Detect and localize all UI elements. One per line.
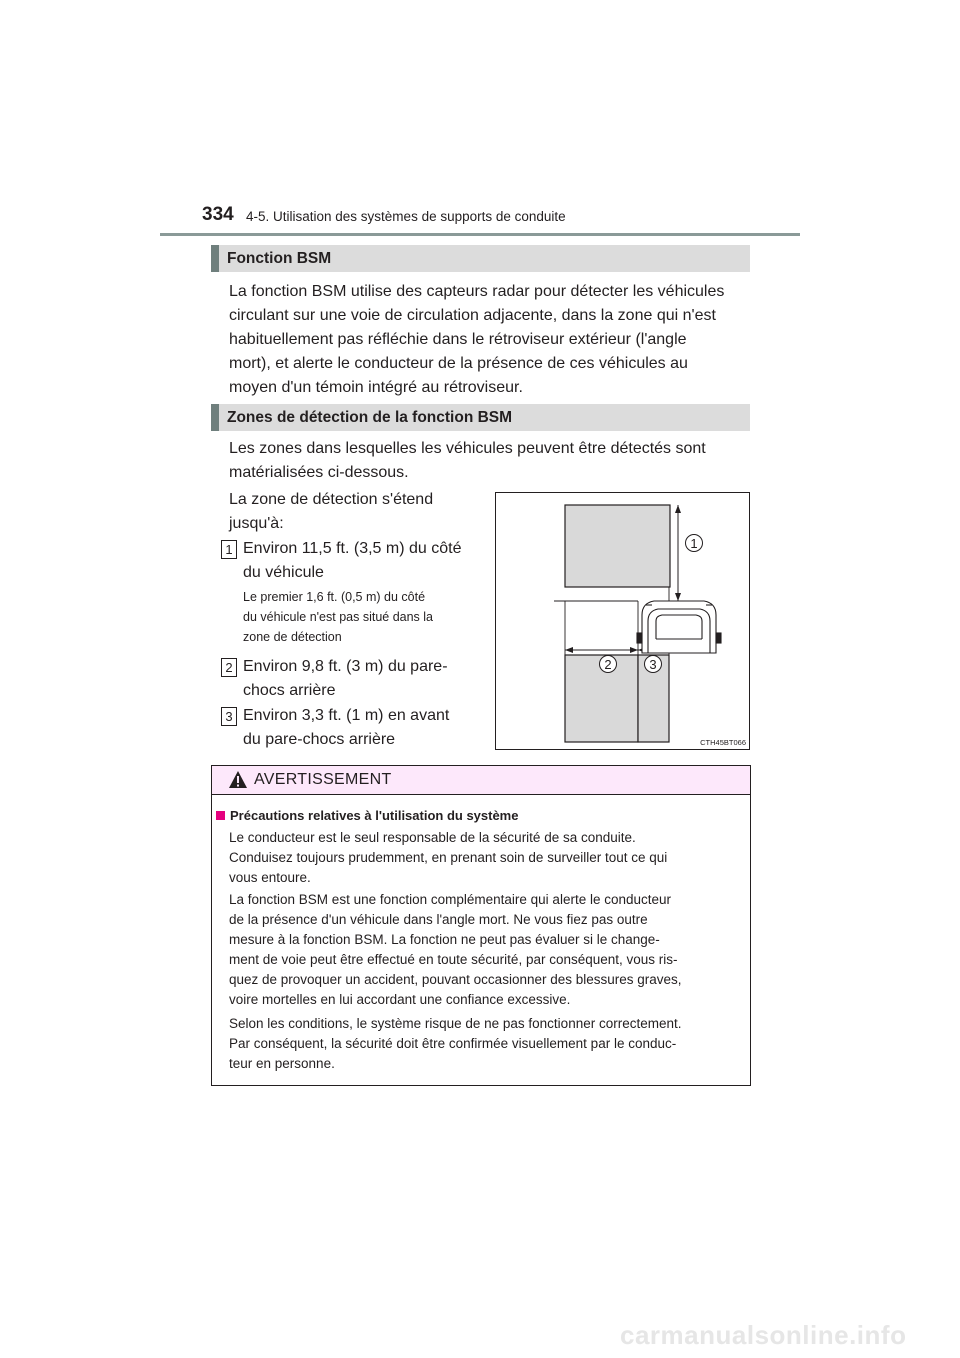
item-1-line: Environ 11,5 ft. (3,5 m) du côté (243, 540, 462, 557)
warning-line: de la présence d'un véhicule dans l'angle mort. Ne vous fiez pas outre (229, 912, 648, 927)
callout-2-label: 2 (604, 657, 612, 672)
detection-zone-figure (495, 492, 750, 750)
text-line: matérialisées ci-dessous. (229, 464, 409, 481)
note-line: zone de détection (243, 630, 342, 644)
arrowhead (630, 647, 638, 653)
warning-line: La fonction BSM est une fonction complémentaire qui alerte le conducteur (229, 892, 672, 907)
note-line: du véhicule n'est pas situé dans la (243, 610, 434, 624)
arrowhead (565, 647, 573, 653)
text-line: jusqu'à: (229, 515, 284, 532)
text-line: circulant sur une voie de circulation adjacente, dans la zone qui n'est (229, 307, 716, 324)
warning-line: Le conducteur est le seul responsable de la sécurité de sa conduite. (229, 830, 636, 845)
warning-line: Conduisez toujours prudemment, en prenant soin de surveiller tout ce qui (229, 850, 668, 865)
warning-line: Selon les conditions, le système risque de ne pas fonctionner correctement. (229, 1016, 682, 1031)
warning-line: ment de voie peut être effectué en toute sécurité, par conséquent, vous ris- (229, 952, 678, 967)
figure-code: CTH45BT066 (700, 738, 746, 747)
item-3-line: du pare-chocs arrière (243, 731, 396, 748)
warning-title: AVERTISSEMENT (254, 771, 392, 788)
text-line: moyen d'un témoin intégré au rétroviseur. (229, 379, 523, 396)
side-zone-rect (565, 505, 670, 587)
text-line: habituellement pas réfléchie dans le rétroviseur extérieur (l'angle (229, 331, 687, 348)
section-heading-detection-zones: Zones de détection de la fonction BSM (211, 404, 750, 431)
chapter-title: 4-5. Utilisation des systèmes de supports de conduite (246, 209, 566, 224)
warning-subtitle-text: Précautions relatives à l'utilisation du système (230, 808, 519, 823)
text-line: La zone de détection s'étend (229, 491, 434, 508)
item-number-2: 2 (221, 658, 237, 677)
warning-line: quez de provoquer un accident, pouvant occasionner des blessures graves, (229, 972, 682, 987)
text-line: mort), et alerte le conducteur de la présence de ces véhicules au (229, 355, 688, 372)
warning-subtitle (216, 808, 518, 823)
bullet-square-icon (216, 811, 225, 820)
page-number: 334 (202, 204, 234, 225)
item-3-line: Environ 3,3 ft. (1 m) en avant (243, 707, 450, 724)
detection-zone-diagram (496, 493, 749, 749)
car-icon (637, 601, 721, 653)
item-2-line: Environ 9,8 ft. (3 m) du pare- (243, 658, 448, 675)
text-line: Les zones dans lesquelles les véhicules peuvent être détectés sont (229, 440, 706, 457)
watermark: carmanualsonline.info (620, 1320, 907, 1350)
arrowhead (675, 593, 681, 601)
note-line: Le premier 1,6 ft. (0,5 m) du côté (243, 590, 426, 604)
callout-1-label: 1 (690, 536, 698, 551)
item-1-line: du véhicule (243, 564, 324, 581)
item-number-1: 1 (221, 540, 237, 559)
callout-3-label: 3 (649, 657, 657, 672)
header-rule (160, 233, 800, 236)
warning-line: Par conséquent, la sécurité doit être confirmée visuellement par le conduc- (229, 1036, 677, 1051)
warning-line: teur en personne. (229, 1056, 335, 1071)
warning-icon (228, 770, 248, 789)
section-heading-bsm-function: Fonction BSM (211, 245, 750, 272)
text-line: La fonction BSM utilise des capteurs radar pour détecter les véhicules (229, 283, 725, 300)
arrowhead (675, 505, 681, 513)
warning-line: vous entoure. (229, 870, 311, 885)
item-2-line: chocs arrière (243, 682, 336, 699)
warning-line: mesure à la fonction BSM. La fonction ne peut pas évaluer si le change- (229, 932, 660, 947)
item-number-3: 3 (221, 707, 237, 726)
warning-line: voire mortelles en lui accordant une confiance excessive. (229, 992, 571, 1007)
